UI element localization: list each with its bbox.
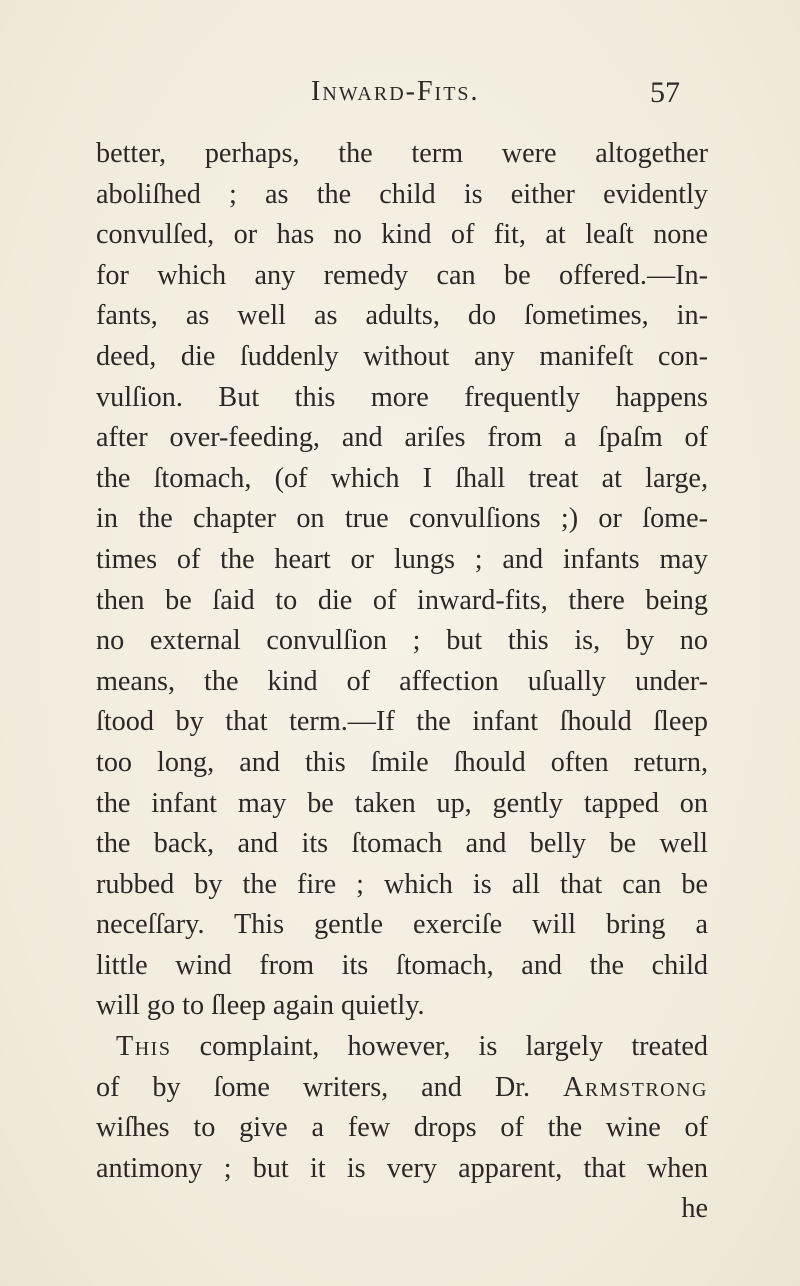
text-line: after over-feeding, and ariſes from a ſpaſm of (96, 422, 708, 454)
text-line: no external convulſion ; but this is, by no (96, 625, 708, 657)
text-line: will go to ſleep again quietly. (96, 990, 425, 1022)
text-fragment: complaint, however, is largely treated (171, 1031, 708, 1063)
page-number: 57 (650, 76, 680, 109)
text-line: then be ſaid to die of inward-fits, there being (96, 584, 708, 616)
text-line: times of the heart or lungs ; and infants may (96, 543, 708, 575)
text-line: the ſtomach, (of which I ſhall treat at large, (96, 462, 708, 494)
page-header (0, 72, 800, 112)
author-name: Armstrong (563, 1071, 708, 1103)
text-line: in the chapter on true convulſions ;) or ſome- (96, 503, 708, 535)
text-line: rubbed by the fire ; which is all that can be (96, 868, 708, 900)
text-line: antimony ; but it is very apparent, that when (96, 1152, 708, 1184)
text-line: better, perhaps, the term were altogether (96, 138, 708, 169)
text-line: the infant may be taken up, gently tapped on (96, 787, 708, 819)
text-line: the back, and its ſtomach and belly be well (96, 828, 708, 860)
text-line (96, 1068, 708, 1109)
text-line: vulſion. But this more frequently happens (96, 381, 708, 413)
text-line: convulſed, or has no kind of fit, at leaſt none (96, 219, 708, 251)
text-line: aboliſhed ; as the child is either evidently (96, 178, 708, 210)
text-line: neceſſary. This gentle exerciſe will bring a (96, 909, 708, 941)
text-line: wiſhes to give a few drops of the wine of (96, 1112, 708, 1144)
running-head: Inward-Fits. (311, 76, 480, 107)
paragraph-lead-word: This (116, 1031, 172, 1063)
catchword: he (681, 1193, 708, 1225)
text-line: ſtood by that term.—If the infant ſhould ſleep (96, 706, 708, 738)
text-line: deed, die ſuddenly without any manifeſt con- (96, 340, 708, 372)
text-line: for which any remedy can be offered.—In- (96, 259, 708, 291)
text-line: too long, and this ſmile ſhould often return, (96, 746, 708, 778)
body-text (96, 134, 708, 1230)
text-fragment: of by ſome writers, and Dr. (96, 1071, 563, 1103)
text-line: means, the kind of affection uſually under- (96, 665, 708, 697)
text-line: fants, as well as adults, do ſometimes, in- (96, 300, 708, 332)
text-line: little wind from its ſtomach, and the child (96, 949, 708, 981)
paragraph-start-line (96, 1027, 708, 1068)
